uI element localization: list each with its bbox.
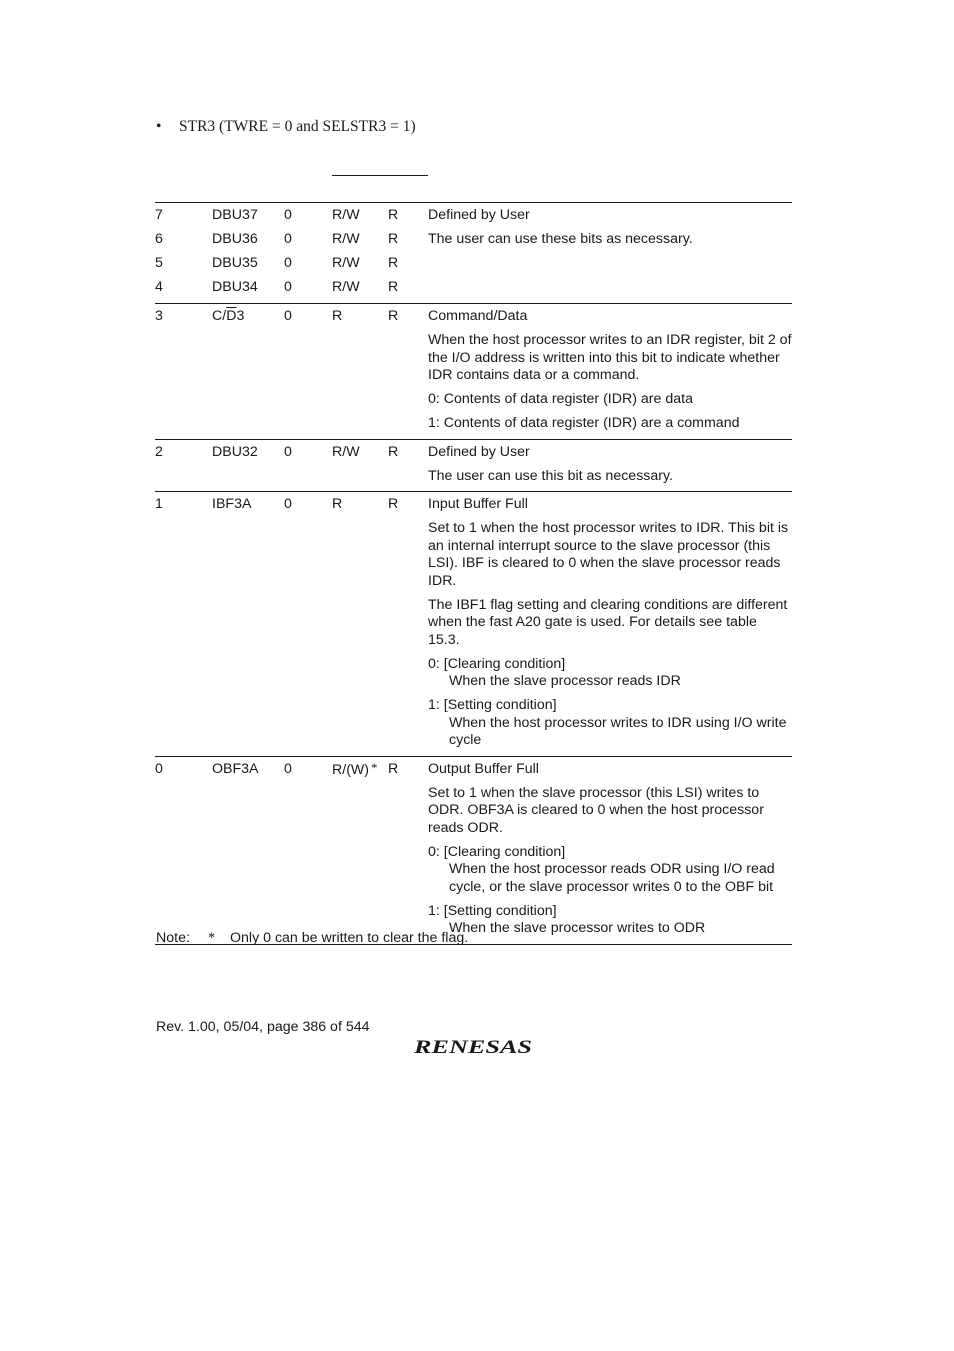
host-rw-cell: R [388, 760, 399, 777]
bit-name-cell: OBF3A [212, 760, 259, 777]
clearing-condition-label: 0: [Clearing condition] [428, 843, 566, 860]
table-row [155, 756, 792, 944]
initial-value-cell: 0 [284, 279, 292, 295]
table-row [155, 279, 792, 304]
setting-condition [428, 903, 792, 938]
renesas-logo-graphic [414, 1037, 534, 1057]
description-paragraph: Set to 1 when the slave processor (this LSI) writes to ODR. OBF3A is cleared to 0 when the host processor reads ODR. [428, 784, 764, 836]
bit-cell: 7 [155, 207, 163, 223]
table-row [155, 439, 792, 492]
bit-1-group [155, 492, 792, 757]
description-paragraph: The IBF1 flag setting and clearing conditions are different when the fast A20 gate is used. For details see table 15.3. [428, 596, 788, 648]
bit-name-cell [212, 304, 284, 440]
initial-value-cell: 0 [284, 231, 292, 247]
bit-cell: 2 [155, 443, 163, 460]
bit-name-cell: DBU36 [212, 231, 258, 247]
initial-value-cell: 0 [284, 760, 292, 777]
slave-rw-cell: R/W [332, 255, 360, 271]
description-cell [428, 255, 792, 279]
clearing-condition-text: When the slave processor reads IDR [449, 673, 681, 689]
logo-wordmark: RENESAS [414, 1037, 532, 1057]
slave-rw-value: R/(W) [332, 761, 370, 778]
description-paragraph: Set to 1 when the host processor writes to IDR. This bit is an internal interrupt source to the slave processor (this LSI). IBF is cleared to 0 when the slave processor reads IDR. [428, 520, 789, 589]
host-rw-cell: R [388, 231, 399, 247]
bit-name-suffix: 3 [236, 308, 245, 324]
overlined-letter: $\overline{D}$ [226, 308, 237, 324]
note-text: Only 0 can be written to clear the flag. [230, 930, 469, 946]
slave-rw-cell [332, 756, 388, 944]
slave-rw-cell: R [332, 496, 343, 512]
description-paragraph: The user can use this bit as necessary. [428, 467, 673, 484]
page-footer: Rev. 1.00, 05/04, page 386 of 544 [156, 1019, 370, 1035]
host-rw-cell: R [388, 207, 399, 223]
bit-name-cell: DBU32 [212, 443, 258, 460]
setting-condition [428, 697, 792, 750]
bit-name-cell: IBF3A [212, 496, 252, 512]
description-cell: The user can use these bits as necessary. [428, 231, 693, 247]
description-cell: Defined by User [428, 207, 530, 223]
clearing-condition-text: When the host processor reads ODR using I/O read cycle, or the slave processor writes 0 to the OBF bit [449, 861, 775, 895]
table-row [155, 203, 792, 232]
setting-condition-text: When the slave processor writes to ODR [449, 920, 706, 936]
bit-name-cell: DBU35 [212, 255, 258, 271]
register-table [155, 202, 792, 945]
table-note [156, 930, 468, 947]
host-rw-cell: R [388, 255, 399, 271]
bits-7-4-group [155, 203, 792, 304]
clearing-condition [428, 844, 792, 897]
bit-name-prefix: C/ [212, 308, 227, 324]
description-value-1: 1: Contents of data register (IDR) are a command [428, 415, 740, 431]
description-cell [428, 492, 792, 757]
section-heading [156, 118, 416, 136]
host-rw-cell: R [388, 308, 399, 324]
setting-condition-text: When the host processor writes to IDR using I/O write cycle [449, 714, 787, 748]
description-cell [428, 439, 792, 492]
table-row [155, 255, 792, 279]
renesas-logo [414, 1037, 534, 1061]
table-row [155, 304, 792, 440]
table-row [155, 492, 792, 757]
description-cell [428, 304, 792, 440]
initial-value-cell: 0 [284, 308, 292, 324]
initial-value-cell: 0 [284, 255, 292, 271]
description-cell [428, 756, 792, 944]
host-rw-cell: R [388, 279, 399, 295]
note-mark: * [208, 930, 216, 946]
bit-cell: 1 [155, 496, 163, 512]
header-rule [332, 175, 428, 176]
host-rw-cell: R [388, 443, 399, 460]
bit-name-cell: DBU37 [212, 207, 258, 223]
bit-name-cell: DBU34 [212, 279, 258, 295]
heading-text: STR3 (TWRE = 0 and SELSTR3 = 1) [179, 118, 416, 135]
bit-3-group [155, 304, 792, 440]
bit-cell: 4 [155, 279, 163, 295]
bit-cell: 3 [155, 308, 163, 324]
bit-2-group [155, 439, 792, 492]
initial-value-cell: 0 [284, 207, 292, 223]
table-row [155, 231, 792, 255]
bit-cell: 5 [155, 255, 163, 271]
setting-condition-label: 1: [Setting condition] [428, 697, 557, 713]
footnote-mark: * [371, 759, 378, 775]
host-rw-cell: R [388, 496, 399, 512]
description-title: Command/Data [428, 308, 528, 324]
description-title: Input Buffer Full [428, 496, 528, 512]
slave-rw-cell: R [332, 308, 343, 324]
clearing-condition [428, 656, 792, 691]
bit-cell: 6 [155, 231, 163, 247]
initial-value-cell: 0 [284, 496, 292, 512]
initial-value-cell: 0 [284, 443, 292, 460]
description-value-0: 0: Contents of data register (IDR) are data [428, 391, 693, 407]
bullet: • [156, 118, 162, 135]
description-paragraph: When the host processor writes to an IDR register, bit 2 of the I/O address is written into this bit to indicate whether IDR contains data or a command. [428, 332, 792, 383]
bit-cell: 0 [155, 760, 163, 777]
description-title: Output Buffer Full [428, 760, 539, 777]
description-title: Defined by User [428, 443, 530, 460]
clearing-condition-label: 0: [Clearing condition] [428, 655, 566, 672]
note-label: Note: [156, 930, 190, 946]
description-cell [428, 279, 792, 304]
slave-rw-cell: R/W [332, 279, 360, 295]
slave-rw-cell: R/W [332, 207, 360, 223]
setting-condition-label: 1: [Setting condition] [428, 902, 557, 919]
slave-rw-cell: R/W [332, 443, 360, 460]
bit-0-group [155, 756, 792, 944]
slave-rw-cell: R/W [332, 231, 360, 247]
